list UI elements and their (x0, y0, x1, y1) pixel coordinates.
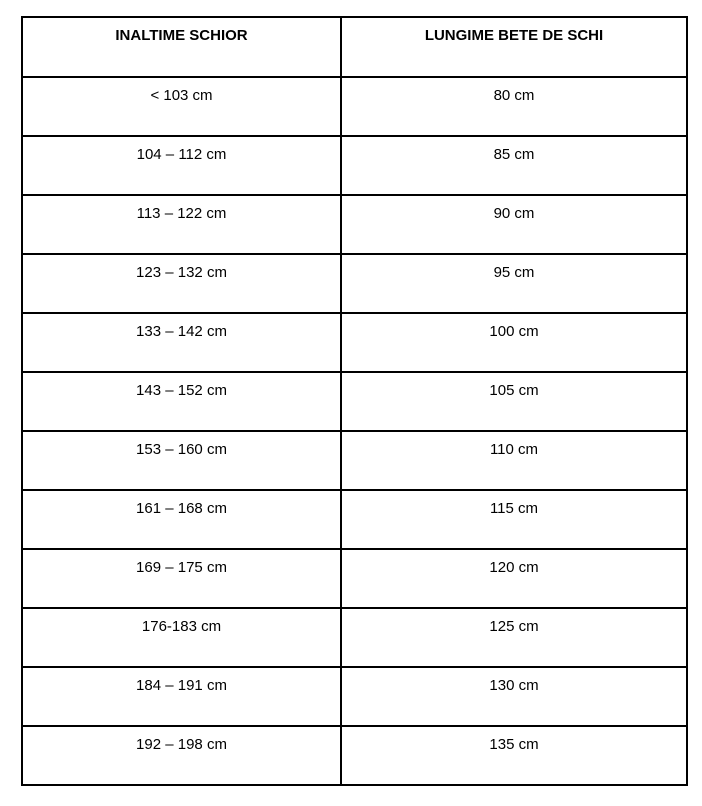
pole-length-cell: 115 cm (341, 490, 687, 549)
column-header-skier-height: INALTIME SCHIOR (22, 17, 341, 77)
skier-height-cell: 169 – 175 cm (22, 549, 341, 608)
pole-length-cell: 125 cm (341, 608, 687, 667)
column-header-pole-length: LUNGIME BETE DE SCHI (341, 17, 687, 77)
pole-length-cell: 80 cm (341, 77, 687, 136)
table-row (22, 254, 687, 313)
skier-height-cell: < 103 cm (22, 77, 341, 136)
skier-height-cell: 123 – 132 cm (22, 254, 341, 313)
table-row (22, 195, 687, 254)
table-row (22, 77, 687, 136)
skier-height-cell: 133 – 142 cm (22, 313, 341, 372)
skier-height-cell: 184 – 191 cm (22, 667, 341, 726)
pole-length-cell: 105 cm (341, 372, 687, 431)
pole-length-cell: 85 cm (341, 136, 687, 195)
header-row (22, 17, 687, 77)
skier-height-cell: 104 – 112 cm (22, 136, 341, 195)
table-row (22, 372, 687, 431)
pole-length-cell: 95 cm (341, 254, 687, 313)
table-row (22, 726, 687, 785)
skier-height-cell: 113 – 122 cm (22, 195, 341, 254)
skier-height-cell: 161 – 168 cm (22, 490, 341, 549)
pole-length-cell: 135 cm (341, 726, 687, 785)
table-row (22, 431, 687, 490)
skier-height-cell: 192 – 198 cm (22, 726, 341, 785)
pole-length-cell: 120 cm (341, 549, 687, 608)
skier-height-cell: 143 – 152 cm (22, 372, 341, 431)
skier-height-cell: 176-183 cm (22, 608, 341, 667)
table-row (22, 667, 687, 726)
pole-length-cell: 100 cm (341, 313, 687, 372)
table-row (22, 490, 687, 549)
pole-length-cell: 130 cm (341, 667, 687, 726)
pole-length-cell: 110 cm (341, 431, 687, 490)
pole-length-cell: 90 cm (341, 195, 687, 254)
table-row (22, 136, 687, 195)
table-row (22, 549, 687, 608)
table-row (22, 313, 687, 372)
ski-pole-size-table (21, 16, 688, 786)
table-row (22, 608, 687, 667)
skier-height-cell: 153 – 160 cm (22, 431, 341, 490)
